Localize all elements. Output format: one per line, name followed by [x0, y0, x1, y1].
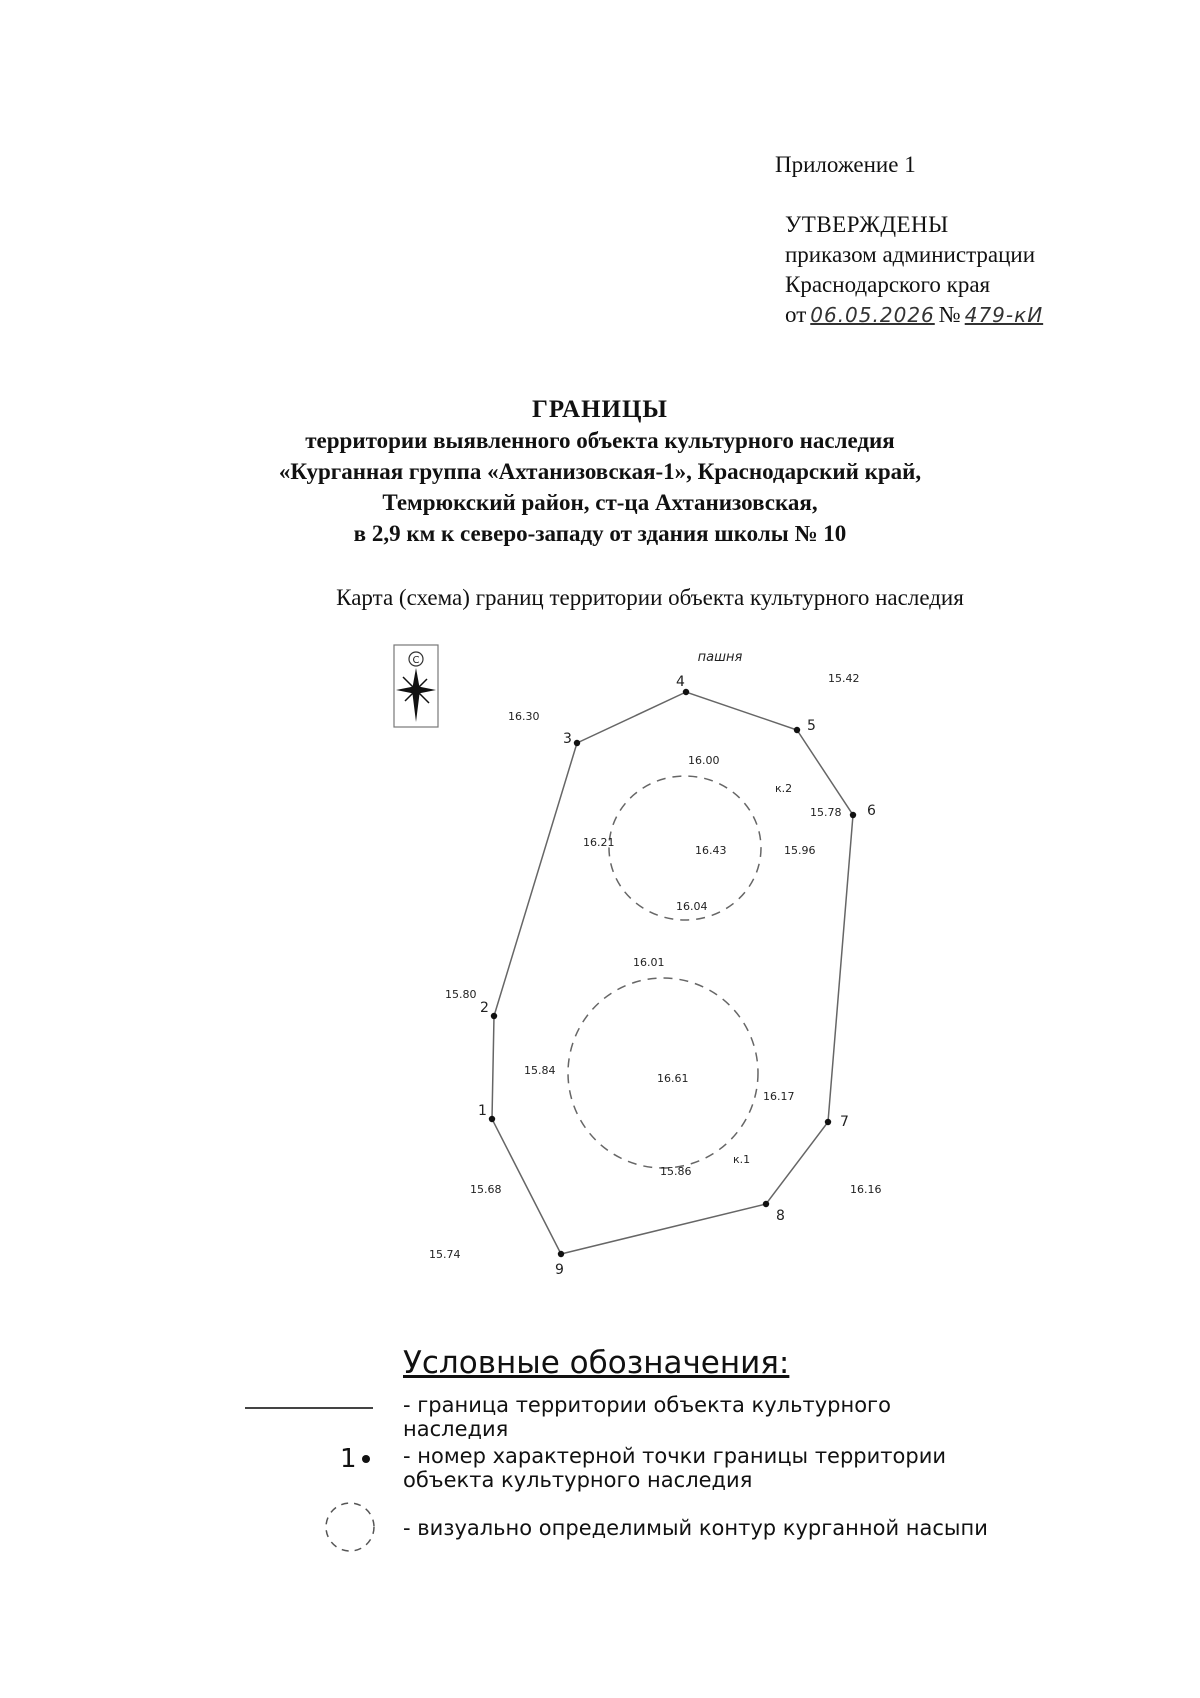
elevation-label: 16.43 — [695, 844, 727, 857]
legend-title: Условные обозначения: — [403, 1345, 790, 1381]
legend-boundary-line-icon — [245, 1407, 373, 1409]
mound-label-1: к.1 — [733, 1153, 751, 1166]
north-letter: С — [412, 655, 420, 666]
annex-label: Приложение 1 — [775, 152, 916, 177]
scheme-caption: Карта (схема) границ территории объекта культурного наследия — [336, 585, 964, 610]
elevation-label: 16.00 — [688, 754, 720, 767]
approval-line-1: приказом администрации — [785, 242, 1036, 267]
mound-label-2: к.2 — [775, 782, 793, 795]
title-line-2: «Курганная группа «Ахтанизовская-1», Краснодарский край, — [278, 459, 922, 484]
legend-mound-icon — [326, 1503, 374, 1551]
title-line-4: в 2,9 км к северо-западу от здания школы № 10 — [353, 521, 847, 546]
boundary-point-label: 8 — [776, 1208, 785, 1224]
handwritten-date: 06.05.2026 — [810, 303, 935, 327]
boundary-point-8 — [763, 1201, 769, 1207]
legend-point-dot-icon — [362, 1455, 370, 1463]
legend-mound-text: - визуально определимый контур курганной насыпи — [403, 1516, 988, 1540]
legend-point-text-1: - номер характерной точки границы территории — [403, 1444, 946, 1468]
legend-mound — [403, 1516, 988, 1540]
elevation-label: 15.84 — [524, 1064, 556, 1077]
approval-line-2: Краснодарского края — [785, 272, 991, 297]
elevation-label: 16.21 — [583, 836, 615, 849]
elevation-label: 15.74 — [429, 1248, 461, 1261]
approved-label: УТВЕРЖДЕНЫ — [785, 212, 949, 237]
legend-boundary — [403, 1393, 891, 1441]
legend-point — [403, 1444, 946, 1492]
elevation-label: 15.78 — [810, 806, 842, 819]
boundary-point-3 — [574, 740, 580, 746]
legend-boundary-text-1: - граница территории объекта культурного — [403, 1393, 891, 1417]
elevation-label: 16.01 — [633, 956, 665, 969]
legend-point-text-2: объекта культурного наследия — [403, 1468, 753, 1492]
boundary-point-label: 1 — [478, 1103, 487, 1119]
elevation-label: 15.96 — [784, 844, 816, 857]
boundary-point-label: 9 — [555, 1262, 564, 1278]
elevation-label: 15.80 — [445, 988, 477, 1001]
boundary-point-label: 2 — [480, 1000, 489, 1016]
date-prefix: от — [785, 302, 807, 327]
number-sign: № — [938, 302, 961, 327]
elevation-label: 16.17 — [763, 1090, 795, 1103]
title-line-1: территории выявленного объекта культурного наследия — [305, 428, 895, 453]
legend-point-number: 1 — [340, 1444, 357, 1474]
boundary-point-label: 6 — [867, 803, 876, 819]
elevation-label: 16.30 — [508, 710, 540, 723]
elevation-label: 15.42 — [828, 672, 860, 685]
handwritten-number: 479-кИ — [964, 303, 1044, 327]
boundary-point-1 — [489, 1116, 495, 1122]
elevation-label: 16.16 — [850, 1183, 882, 1196]
elevation-label: 15.68 — [470, 1183, 502, 1196]
boundary-point-label: 3 — [563, 731, 572, 747]
north-arrow-icon — [394, 645, 438, 727]
elevation-label: 16.61 — [657, 1072, 689, 1085]
boundary-point-label: 5 — [807, 718, 816, 734]
boundary-point-6 — [850, 812, 856, 818]
land-label: пашня — [697, 650, 743, 665]
elevation-label: 16.04 — [676, 900, 708, 913]
mound-contour-2 — [609, 776, 761, 920]
title-line-3: Темрюкский район, ст-ца Ахтанизовская, — [382, 490, 818, 515]
boundary-point-7 — [825, 1119, 831, 1125]
boundary-point-9 — [558, 1251, 564, 1257]
title-main: ГРАНИЦЫ — [532, 396, 668, 423]
legend-boundary-text-2: наследия — [403, 1417, 509, 1441]
boundary-point-label: 7 — [840, 1114, 849, 1130]
boundary-point-2 — [491, 1013, 497, 1019]
boundary-point-5 — [794, 727, 800, 733]
boundary-point-label: 4 — [676, 674, 685, 690]
elevation-label: 15.86 — [660, 1165, 692, 1178]
